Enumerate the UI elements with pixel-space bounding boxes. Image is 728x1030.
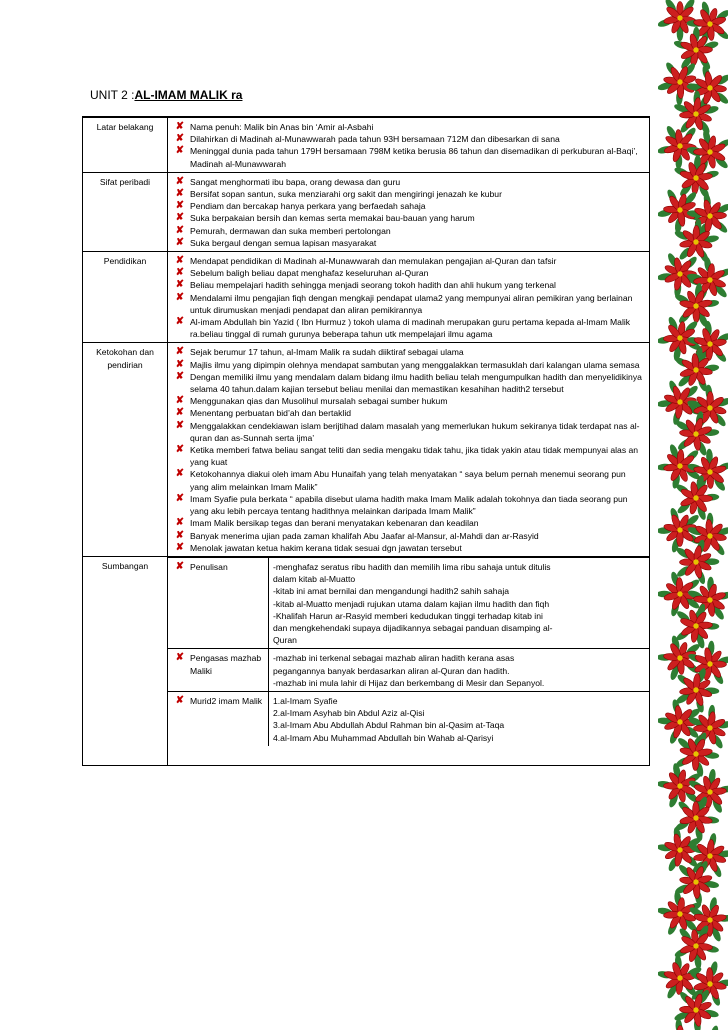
list-item-text: Meninggal dunia pada tahun 179H bersamaan 798M ketika berusia 86 tahun dan disemadikan di perkuburan al-Baqi’, Madinah al-Munawwarah (190, 146, 638, 169)
red-x-mark-icon: ✘ (175, 419, 184, 431)
list-item-text: Banyak menerima ujian pada zaman khalifah Abu Jaafar al-Mansur, al-Mahdi dan ar-Rasyid (190, 530, 539, 541)
detail-line: 2.al-Imam Asyhab bin Abdul Aziz al-Qisi (273, 708, 425, 719)
red-x-mark-icon: ✘ (175, 694, 184, 706)
list-item-text: Sebelum baligh beliau dapat menghafaz keseluruhan al-Quran (190, 268, 429, 279)
detail-line: 4.al-Imam Abu Muhammad Abdullah bin Wahab al-Qarisyi (273, 732, 494, 743)
section-row (83, 556, 650, 745)
list-item-text: Menolak jawatan ketua hakim kerana tidak sesuai dgn jawatan tersebut (190, 542, 462, 553)
content-table (82, 116, 650, 766)
detail-line: Quran (273, 635, 297, 646)
red-x-mark-icon: ✘ (175, 200, 184, 212)
list-item (168, 255, 643, 267)
contribution-detail (269, 557, 650, 648)
red-x-mark-icon: ✘ (175, 188, 184, 200)
section-content (168, 117, 650, 172)
section-row (83, 172, 650, 251)
red-x-mark-icon: ✘ (175, 291, 184, 303)
detail-line: pegangannya banyak berdasarkan aliran al-Quran dan hadith. (273, 665, 510, 676)
section-content (168, 556, 650, 745)
red-x-mark-icon: ✘ (175, 267, 184, 279)
section-label: Sifat peribadi (83, 172, 168, 251)
detail-line: dalam kitab al-Muatto (273, 574, 356, 585)
list-item-text: Dengan memiliki ilmu yang mendalam dalam bidang ilmu hadith beliau telah mengumpulkan hadith dan menyelidikinya selama 40 tahun.dalam kajian tersebut beliau menilai dan memastikan kesahihan hadith2 tersebut (190, 371, 642, 395)
list-item-text: Imam Syafie pula berkata “ apabila disebut ulama hadith maka Imam Malik adalah tokohnya dan tiada seorang pun yang aku lebih percaya tentang hadithnya melainkan daripada Imam Malik” (190, 493, 628, 517)
list-item (168, 359, 643, 371)
list-item-text: Mendalami ilmu pengajian fiqh dengan mengkaji pendapat ulama2 yang mempunyai aliran pemikiran yang berlainan untuk dirumuskan menjadi pendapat dan aliran pemikirannya (190, 292, 633, 315)
list-item-text: Dilahirkan di Madinah al-Munawwarah pada tahun 93H bersamaan 712M dan dibesarkan di sana (190, 134, 560, 145)
list-item (168, 517, 643, 529)
list-item (168, 420, 643, 444)
list-item-text: Majlis ilmu yang dipimpin olehnya mendapat sambutan yang menggalakkan termasuklah dari kalangan ulama semasa (190, 359, 640, 370)
red-x-mark-icon: ✘ (175, 395, 184, 407)
section-row (83, 343, 650, 556)
list-item-text: Menggunakan qias dan Musolihul mursalah sebagai sumber hukum (190, 396, 448, 407)
red-x-mark-icon: ✘ (175, 358, 184, 370)
list-item (168, 493, 643, 517)
contribution-row (168, 691, 649, 745)
contribution-row (168, 649, 649, 692)
list-item-text: Suka bergaul dengan semua lapisan masyarakat (190, 237, 377, 248)
list-item (168, 188, 643, 200)
list-item-text: Ketika memberi fatwa beliau sangat teliti dan sedia mengaku tidak tahu, jika tidak yakin atau tidak mempunyai alas an yang kuat (190, 445, 639, 468)
list-item-text: Menggalakkan cendekiawan islam berijtihad dalam masalah yang memerlukan hukum sekiranya tidak terdapat nas al-quran dan as-Sunnah serta ijma’ (190, 420, 640, 443)
red-x-mark-icon: ✘ (175, 145, 184, 157)
detail-line: -menghafaz seratus ribu hadith dan memilih lima ribu sahaja untuk ditulis (273, 561, 551, 572)
red-x-mark-icon: ✘ (175, 652, 184, 664)
red-x-mark-icon: ✘ (175, 175, 184, 187)
list-item (168, 395, 643, 407)
section-row (83, 252, 650, 343)
list-item (168, 279, 643, 291)
red-x-mark-icon: ✘ (175, 212, 184, 224)
list-item-text: Sejak berumur 17 tahun, al-Imam Malik ra sudah diiktiraf sebagai ulama (190, 347, 464, 358)
detail-line: -Khalifah Harun ar-Rasyid memberi kedudukan tinggi terhadap kitab ini (273, 610, 543, 621)
red-x-mark-icon: ✘ (175, 236, 184, 248)
detail-line: 1.al-Imam Syafie (273, 695, 338, 706)
list-item (168, 225, 643, 237)
list-item (168, 346, 643, 358)
list-item (168, 212, 643, 224)
section-label: Sumbangan (83, 556, 168, 745)
list-item-text: Sangat menghormati ibu bapa, orang dewasa dan guru (190, 176, 401, 187)
contribution-table (168, 557, 649, 746)
red-x-mark-icon: ✘ (175, 121, 184, 132)
contribution-detail (269, 649, 650, 692)
list-item (168, 267, 643, 279)
section-label: Ketokohan dan pendirian (83, 343, 168, 556)
unit-label: UNIT 2 : (90, 88, 135, 102)
list-item-text: Al-imam Abdullah bin Yazid ( Ibn Hurmuz ) tokoh ulama di madinah merupakan guru pertama kepada al-Imam Malik ra.beliau tinggal di rumah gurunya beberapa tahun utk mempelajari ilmu agama (190, 317, 631, 340)
red-x-mark-icon: ✘ (175, 541, 184, 553)
list-item (168, 371, 643, 395)
section-label: Latar belakang (83, 117, 168, 172)
red-x-mark-icon: ✘ (175, 529, 184, 541)
list-item (168, 237, 643, 249)
detail-line: -mazhab ini mula lahir di Hijaz dan berkembang di Mesir dan Sepanyol. (273, 677, 545, 688)
title-name: AL-IMAM MALIK ra (134, 88, 243, 102)
list-item (168, 407, 643, 419)
list-item-text: Suka berpakaian bersih dan kemas serta memakai bau-bauan yang harum (190, 213, 475, 224)
list-item-text: Nama penuh: Malik bin Anas bin ‘Amir al-Asbahi (190, 122, 374, 132)
list-item-text: Imam Malik bersikap tegas dan berani menyatakan kebenaran dan keadilan (190, 518, 479, 529)
red-x-mark-icon: ✘ (175, 492, 184, 504)
red-x-mark-icon: ✘ (175, 316, 184, 328)
contribution-label: Murid2 imam Malik (190, 691, 269, 745)
list-item-text: Ketokohannya diakui oleh imam Abu Hunaifah yang telah menyatakan “ saya belum pernah menemui seorang pun yang alim melainkan Imam Malik” (190, 469, 626, 492)
poinsettia-border (658, 0, 728, 1030)
section-label: Pendidikan (83, 252, 168, 343)
contribution-label: Penulisan (190, 557, 269, 648)
red-x-mark-icon: ✘ (175, 133, 184, 145)
section-row (83, 117, 650, 172)
list-item (168, 542, 643, 554)
list-item-text: Menentang perbuatan bid’ah dan bertaklid (190, 408, 352, 419)
list-item-text: Pemurah, dermawan dan suka memberi pertolongan (190, 225, 391, 236)
list-item (168, 200, 643, 212)
detail-line: dan mengkehendaki supaya dijadikannya sebagai panduan disamping al- (273, 622, 553, 633)
red-x-mark-icon: ✘ (175, 407, 184, 419)
list-item-text: Beliau mempelajari hadith sehingga menjadi seorang tokoh hadith dan ahli hukum yang terkenal (190, 280, 556, 291)
list-item (168, 292, 643, 316)
red-x-mark-icon: ✘ (175, 444, 184, 456)
detail-line: 3.al-Imam Abu Abdullah Abdul Rahman bin al-Qasim at-Taqa (273, 720, 505, 731)
list-item (168, 468, 643, 492)
red-x-mark-icon: ✘ (175, 346, 184, 358)
section-content (168, 172, 650, 251)
list-item (168, 121, 643, 133)
list-item (168, 444, 643, 468)
section-content (168, 343, 650, 556)
red-x-mark-icon: ✘ (175, 560, 184, 572)
red-x-mark-icon: ✘ (175, 370, 184, 382)
list-item (168, 145, 643, 169)
contribution-row (168, 557, 649, 648)
list-item (168, 316, 643, 340)
list-item-text: Pendiam dan bercakap hanya perkara yang berfaedah sahaja (190, 201, 426, 212)
detail-line: -kitab al-Muatto menjadi rujukan utama dalam kajian ilmu hadith dan fiqh (273, 598, 550, 609)
contribution-detail (269, 691, 650, 745)
list-item (168, 133, 643, 145)
list-item (168, 176, 643, 188)
red-x-mark-icon: ✘ (175, 224, 184, 236)
poinsettia-flower-icon (658, 0, 728, 1030)
red-x-mark-icon: ✘ (175, 468, 184, 480)
detail-line: -mazhab ini terkenal sebagai mazhab aliran hadith kerana asas (273, 653, 515, 664)
red-x-mark-icon: ✘ (175, 517, 184, 529)
list-item (168, 530, 643, 542)
list-item-text: Mendapat pendidikan di Madinah al-Munawwarah dan memulakan pengajian al-Quran dan tafsir (190, 256, 557, 267)
red-x-mark-icon: ✘ (175, 255, 184, 267)
section-content (168, 252, 650, 343)
page-title (90, 88, 242, 102)
detail-line: -kitab ini amat bernilai dan mengandungi hadith2 sahih sahaja (273, 586, 510, 597)
red-x-mark-icon: ✘ (175, 279, 184, 291)
contribution-label: Pengasas mazhab Maliki (190, 649, 269, 692)
list-item-text: Bersifat sopan santun, suka menziarahi org sakit dan mengiringi jenazah ke kubur (190, 189, 502, 200)
